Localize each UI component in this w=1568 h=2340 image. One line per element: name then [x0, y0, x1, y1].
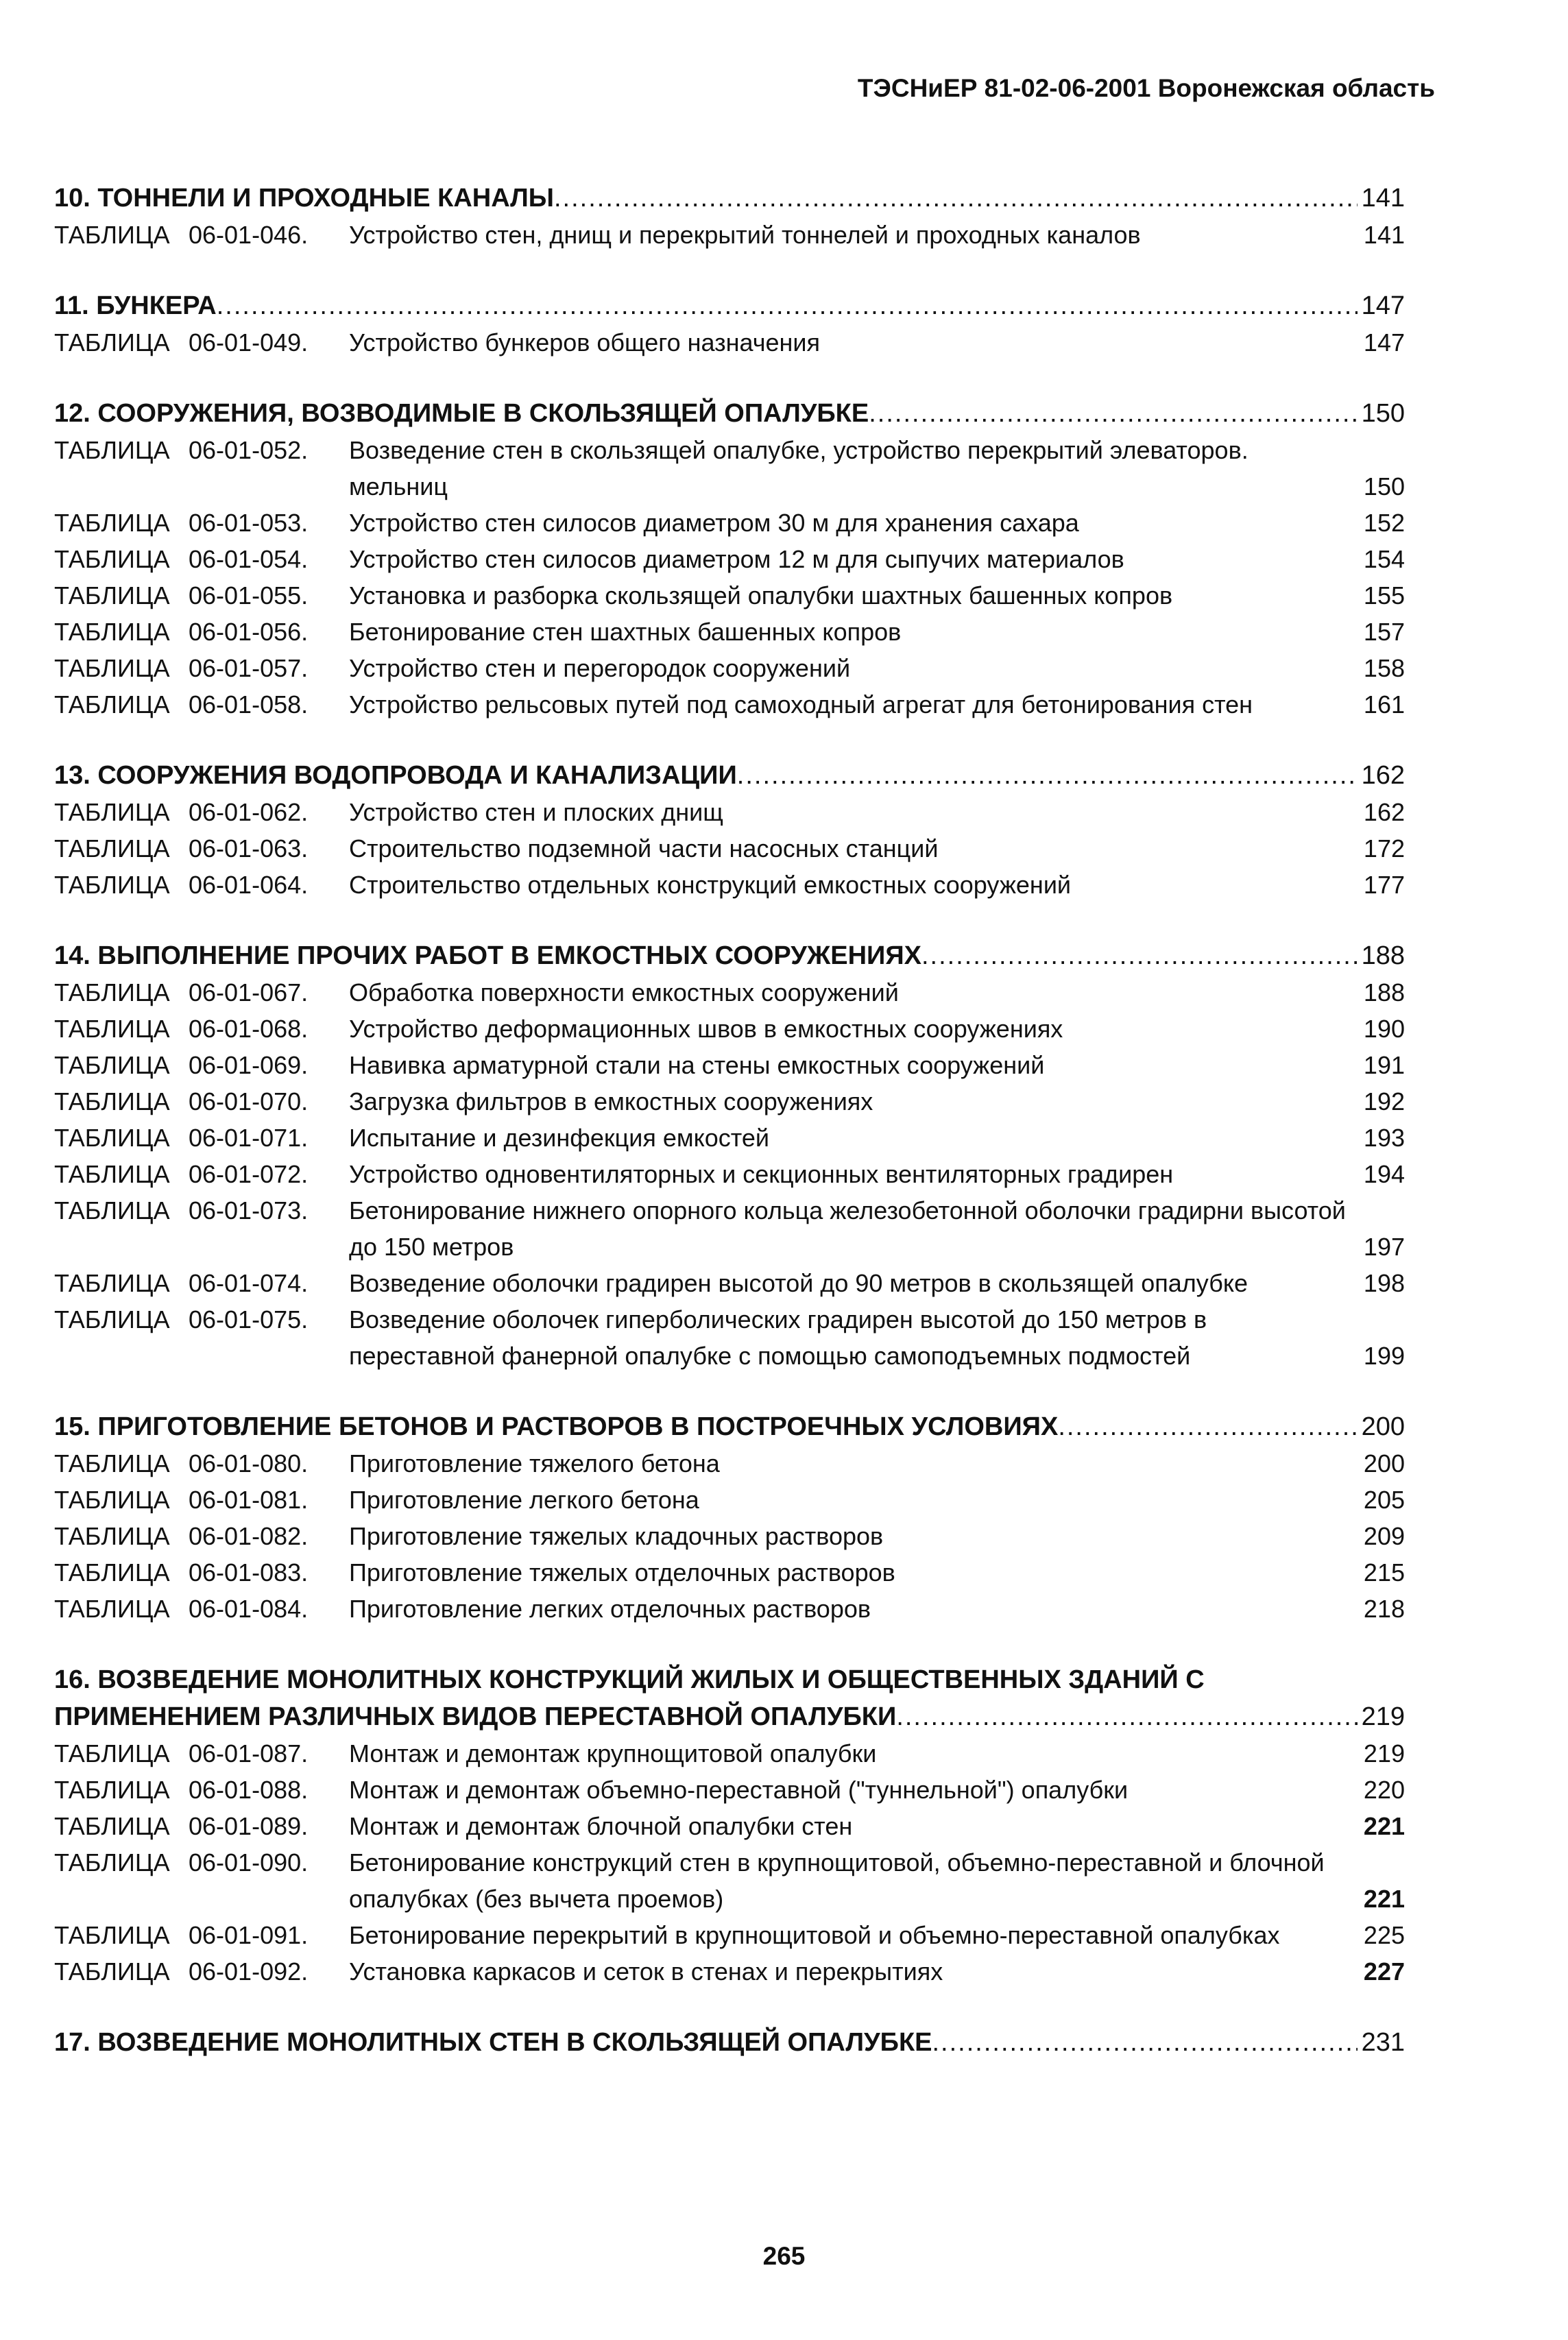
- entry-title: Приготовление легкого бетона: [349, 1486, 699, 1514]
- entry-label: ТАБЛИЦА: [54, 1051, 170, 1079]
- running-header: ТЭСНиЕР 81-02-06-2001 Воронежская область: [857, 74, 1435, 102]
- entry-code: 06-01-081.: [189, 1486, 309, 1514]
- entry-code: 06-01-073.: [189, 1196, 309, 1225]
- entry-title: Бетонирование нижнего опорного кольца железобетонной оболочки градирни высотой до 150 метров: [349, 1196, 1346, 1261]
- toc-entry: [54, 614, 1405, 650]
- entry-code: 06-01-092.: [189, 1957, 309, 1986]
- entry-code: 06-01-072.: [189, 1160, 309, 1188]
- entry-title: Бетонирование стен шахтных башенных копров: [349, 618, 902, 646]
- toc-entry: [54, 541, 1405, 577]
- entry-label: ТАБЛИЦА: [54, 1486, 170, 1514]
- entry-page: 205: [1363, 1486, 1405, 1514]
- toc-entry: [54, 1011, 1405, 1047]
- entry-page: 209: [1363, 1522, 1405, 1550]
- entry-label: ТАБЛИЦА: [54, 1848, 170, 1877]
- entry-page: 147: [1363, 328, 1405, 357]
- entry-code: 06-01-052.: [189, 436, 309, 464]
- toc-entry: [54, 217, 1405, 253]
- toc-entry: [54, 1735, 1405, 1772]
- toc-section: [54, 395, 1405, 723]
- entry-title: Возведение оболочки градирен высотой до 90 метров в скользящей опалубке: [349, 1269, 1248, 1297]
- entry-code: 06-01-082.: [189, 1522, 309, 1550]
- section-page: 162: [1361, 761, 1405, 790]
- entry-code: 06-01-089.: [189, 1812, 309, 1840]
- entry-code: 06-01-056.: [189, 618, 309, 646]
- toc-entry: [54, 1953, 1405, 1990]
- toc-entry: [54, 830, 1405, 867]
- entry-page: 219: [1363, 1739, 1405, 1768]
- entry-code: 06-01-068.: [189, 1015, 309, 1043]
- toc-entry: [54, 686, 1405, 723]
- entry-label: ТАБЛИЦА: [54, 1449, 170, 1477]
- entry-page: 190: [1363, 1015, 1405, 1043]
- toc-entry: [54, 1265, 1405, 1301]
- section-title-row: [54, 757, 1405, 794]
- dot-leader: [932, 2024, 1357, 2061]
- dot-leader: [921, 937, 1358, 974]
- entry-code: 06-01-063.: [189, 834, 309, 863]
- entry-title: Устройство стен и плоских днищ: [349, 798, 723, 826]
- entry-label: ТАБЛИЦА: [54, 1269, 170, 1297]
- entry-label: ТАБЛИЦА: [54, 1196, 170, 1225]
- toc-section: [54, 1408, 1405, 1627]
- entry-label: ТАБЛИЦА: [54, 1087, 170, 1115]
- entry-page: 172: [1363, 834, 1405, 863]
- entry-page: 155: [1363, 581, 1405, 610]
- section-page: 231: [1361, 2028, 1405, 2057]
- section-title: 11. БУНКЕРА: [54, 291, 217, 320]
- entry-page: 154: [1363, 545, 1405, 573]
- entry-code: 06-01-084.: [189, 1595, 309, 1623]
- toc-section: [54, 180, 1405, 253]
- entry-title: Устройство деформационных швов в емкостных сооружениях: [349, 1015, 1063, 1043]
- toc-entry: [54, 974, 1405, 1011]
- toc-section: [54, 757, 1405, 903]
- entry-label: ТАБЛИЦА: [54, 221, 170, 249]
- entry-page: 193: [1363, 1124, 1405, 1152]
- entry-code: 06-01-090.: [189, 1848, 309, 1877]
- entry-title: Приготовление легких отделочных растворов: [349, 1595, 871, 1623]
- entry-title: Испытание и дезинфекция емкостей: [349, 1124, 769, 1152]
- entry-label: ТАБЛИЦА: [54, 618, 170, 646]
- section-page: 200: [1361, 1412, 1405, 1441]
- entry-title: Устройство стен силосов диаметром 30 м для хранения сахара: [349, 509, 1079, 537]
- section-title-row: [54, 1698, 1405, 1735]
- entry-page: 221: [1363, 1812, 1405, 1840]
- entry-title: Загрузка фильтров в емкостных сооружениях: [349, 1087, 873, 1115]
- entry-page: 158: [1363, 654, 1405, 682]
- entry-code: 06-01-046.: [189, 221, 309, 249]
- entry-code: 06-01-080.: [189, 1449, 309, 1477]
- entry-label: ТАБЛИЦА: [54, 1015, 170, 1043]
- dot-leader: [896, 1698, 1357, 1735]
- entry-label: ТАБЛИЦА: [54, 978, 170, 1006]
- toc-entry: [54, 1844, 1405, 1917]
- section-title-row: [54, 395, 1405, 432]
- entry-title: Приготовление тяжелого бетона: [349, 1449, 720, 1477]
- section-page: 150: [1361, 399, 1405, 428]
- section-title: ПРИМЕНЕНИЕМ РАЗЛИЧНЫХ ВИДОВ ПЕРЕСТАВНОЙ ОПАЛУБКИ: [54, 1702, 897, 1731]
- entry-code: 06-01-070.: [189, 1087, 309, 1115]
- entry-title: Устройство бункеров общего назначения: [349, 328, 821, 357]
- entry-page: 192: [1363, 1087, 1405, 1115]
- dot-leader: [737, 757, 1358, 794]
- toc-section: [54, 1661, 1405, 1990]
- entry-page: 152: [1363, 509, 1405, 537]
- section-title: 14. ВЫПОЛНЕНИЕ ПРОЧИХ РАБОТ В ЕМКОСТНЫХ СООРУЖЕНИЯХ: [54, 941, 921, 970]
- entry-page: 157: [1363, 618, 1405, 646]
- entry-title: Приготовление тяжелых отделочных растворов: [349, 1558, 895, 1587]
- entry-title: Строительство подземной части насосных станций: [349, 834, 939, 863]
- entry-label: ТАБЛИЦА: [54, 1305, 170, 1334]
- entry-label: ТАБЛИЦА: [54, 1160, 170, 1188]
- section-page: 141: [1361, 184, 1405, 213]
- entry-title: Приготовление тяжелых кладочных растворов: [349, 1522, 884, 1550]
- entry-page: 200: [1363, 1449, 1405, 1477]
- toc-entry: [54, 1808, 1405, 1844]
- toc-entry: [54, 1156, 1405, 1192]
- table-of-contents: [54, 180, 1405, 2095]
- toc-entry: [54, 1192, 1405, 1265]
- toc-section: [54, 287, 1405, 361]
- entry-label: ТАБЛИЦА: [54, 690, 170, 719]
- entry-label: ТАБЛИЦА: [54, 328, 170, 357]
- page-number: 265: [762, 2242, 806, 2270]
- entry-label: ТАБЛИЦА: [54, 871, 170, 899]
- entry-label: ТАБЛИЦА: [54, 1595, 170, 1623]
- toc-entry: [54, 867, 1405, 903]
- section-page: 188: [1361, 941, 1405, 970]
- toc-entry: [54, 432, 1405, 505]
- entry-label: ТАБЛИЦА: [54, 798, 170, 826]
- entry-page: 218: [1363, 1595, 1405, 1623]
- entry-label: ТАБЛИЦА: [54, 1739, 170, 1768]
- entry-code: 06-01-087.: [189, 1739, 309, 1768]
- dot-leader: [869, 395, 1357, 432]
- section-title-line: 16. ВОЗВЕДЕНИЕ МОНОЛИТНЫХ КОНСТРУКЦИЙ ЖИЛЫХ И ОБЩЕСТВЕННЫХ ЗДАНИЙ С: [54, 1665, 1205, 1694]
- entry-code: 06-01-049.: [189, 328, 309, 357]
- section-page: 219: [1361, 1702, 1405, 1731]
- entry-code: 06-01-074.: [189, 1269, 309, 1297]
- section-title-row: [54, 287, 1405, 324]
- toc-entry: [54, 1591, 1405, 1627]
- toc-entry: [54, 1482, 1405, 1518]
- entry-code: 06-01-058.: [189, 690, 309, 719]
- entry-page: 221: [1363, 1885, 1405, 1913]
- toc-entry: [54, 1120, 1405, 1156]
- entry-page: 199: [1363, 1342, 1405, 1370]
- entry-label: ТАБЛИЦА: [54, 834, 170, 863]
- entry-page: 150: [1363, 472, 1405, 500]
- entry-title: Установка и разборка скользящей опалубки шахтных башенных копров: [349, 581, 1173, 610]
- toc-entry: [54, 794, 1405, 830]
- entry-code: 06-01-054.: [189, 545, 309, 573]
- entry-code: 06-01-069.: [189, 1051, 309, 1079]
- entry-page: 161: [1363, 690, 1405, 719]
- entry-page: 215: [1363, 1558, 1405, 1587]
- entry-label: ТАБЛИЦА: [54, 581, 170, 610]
- entry-title: Бетонирование конструкций стен в крупнощитовой, объемно-переставной и блочной опалубках (без вычета проемов): [349, 1848, 1325, 1913]
- section-title: 10. ТОННЕЛИ И ПРОХОДНЫЕ КАНАЛЫ: [54, 184, 554, 213]
- entry-title: Установка каркасов и сеток в стенах и перекрытиях: [349, 1957, 943, 1986]
- toc-entry: [54, 505, 1405, 541]
- toc-section: [54, 937, 1405, 1374]
- entry-page: 220: [1363, 1776, 1405, 1804]
- toc-entry: [54, 1301, 1405, 1374]
- entry-page: 177: [1363, 871, 1405, 899]
- entry-page: 188: [1363, 978, 1405, 1006]
- section-title: 13. СООРУЖЕНИЯ ВОДОПРОВОДА И КАНАЛИЗАЦИИ: [54, 761, 737, 790]
- dot-leader: [217, 287, 1358, 324]
- toc-entry: [54, 1554, 1405, 1591]
- entry-label: ТАБЛИЦА: [54, 654, 170, 682]
- entry-title: Монтаж и демонтаж объемно-переставной ("туннельной") опалубки: [349, 1776, 1129, 1804]
- entry-code: 06-01-055.: [189, 581, 309, 610]
- entry-title: Устройство одновентиляторных и секционных вентиляторных градирен: [349, 1160, 1174, 1188]
- entry-page: 227: [1363, 1957, 1405, 1986]
- entry-title: Строительство отдельных конструкций емкостных сооружений: [349, 871, 1072, 899]
- section-title-row: [54, 937, 1405, 974]
- section-title-row: [54, 180, 1405, 217]
- entry-code: 06-01-057.: [189, 654, 309, 682]
- entry-code: 06-01-064.: [189, 871, 309, 899]
- toc-entry: [54, 324, 1405, 361]
- entry-code: 06-01-075.: [189, 1305, 309, 1334]
- toc-entry: [54, 1047, 1405, 1083]
- entry-label: ТАБЛИЦА: [54, 1522, 170, 1550]
- toc-section: [54, 2024, 1405, 2061]
- section-title-row: [54, 2024, 1405, 2061]
- entry-title: Монтаж и демонтаж блочной опалубки стен: [349, 1812, 853, 1840]
- entry-title: Устройство стен силосов диаметром 12 м для сыпучих материалов: [349, 545, 1124, 573]
- entry-title: Обработка поверхности емкостных сооружений: [349, 978, 899, 1006]
- dot-leader: [554, 180, 1358, 217]
- section-title: 12. СООРУЖЕНИЯ, ВОЗВОДИМЫЕ В СКОЛЬЗЯЩЕЙ ОПАЛУБКЕ: [54, 399, 869, 428]
- entry-page: 141: [1363, 221, 1405, 249]
- toc-entry: [54, 1518, 1405, 1554]
- entry-page: 194: [1363, 1160, 1405, 1188]
- entry-code: 06-01-067.: [189, 978, 309, 1006]
- entry-page: 225: [1363, 1921, 1405, 1949]
- entry-page: 162: [1363, 798, 1405, 826]
- entry-label: ТАБЛИЦА: [54, 1921, 170, 1949]
- entry-page: 197: [1363, 1233, 1405, 1261]
- entry-code: 06-01-062.: [189, 798, 309, 826]
- entry-code: 06-01-088.: [189, 1776, 309, 1804]
- entry-label: ТАБЛИЦА: [54, 436, 170, 464]
- section-title: 15. ПРИГОТОВЛЕНИЕ БЕТОНОВ И РАСТВОРОВ В ПОСТРОЕЧНЫХ УСЛОВИЯХ: [54, 1412, 1059, 1441]
- entry-label: ТАБЛИЦА: [54, 1812, 170, 1840]
- section-title: 17. ВОЗВЕДЕНИЕ МОНОЛИТНЫХ СТЕН В СКОЛЬЗЯЩЕЙ ОПАЛУБКЕ: [54, 2028, 932, 2057]
- entry-code: 06-01-053.: [189, 509, 309, 537]
- dot-leader: [1058, 1408, 1357, 1445]
- toc-entry: [54, 1917, 1405, 1953]
- entry-title: Навивка арматурной стали на стены емкостных сооружений: [349, 1051, 1045, 1079]
- entry-title: Устройство стен, днищ и перекрытий тоннелей и проходных каналов: [349, 221, 1141, 249]
- entry-label: ТАБЛИЦА: [54, 545, 170, 573]
- entry-label: ТАБЛИЦА: [54, 1558, 170, 1587]
- section-page: 147: [1361, 291, 1405, 320]
- entry-label: ТАБЛИЦА: [54, 509, 170, 537]
- entry-code: 06-01-083.: [189, 1558, 309, 1587]
- entry-title: Возведение оболочек гиперболических градирен высотой до 150 метров в переставной фанерной опалубке с помощью самоподъемных подмостей: [349, 1305, 1207, 1370]
- section-title-row: [54, 1408, 1405, 1445]
- entry-label: ТАБЛИЦА: [54, 1124, 170, 1152]
- toc-entry: [54, 577, 1405, 614]
- entry-title: Устройство стен и перегородок сооружений: [349, 654, 851, 682]
- entry-title: Монтаж и демонтаж крупнощитовой опалубки: [349, 1739, 877, 1768]
- entry-page: 191: [1363, 1051, 1405, 1079]
- toc-entry: [54, 650, 1405, 686]
- entry-page: 198: [1363, 1269, 1405, 1297]
- toc-entry: [54, 1083, 1405, 1120]
- entry-title: Бетонирование перекрытий в крупнощитовой и объемно-переставной опалубках: [349, 1921, 1280, 1949]
- entry-title: Устройство рельсовых путей под самоходный агрегат для бетонирования стен: [349, 690, 1253, 719]
- toc-entry: [54, 1445, 1405, 1482]
- toc-entry: [54, 1772, 1405, 1808]
- entry-title: Возведение стен в скользящей опалубке, устройство перекрытий элеваторов. мельниц: [349, 436, 1249, 500]
- entry-code: 06-01-091.: [189, 1921, 309, 1949]
- entry-code: 06-01-071.: [189, 1124, 309, 1152]
- entry-label: ТАБЛИЦА: [54, 1776, 170, 1804]
- entry-label: ТАБЛИЦА: [54, 1957, 170, 1986]
